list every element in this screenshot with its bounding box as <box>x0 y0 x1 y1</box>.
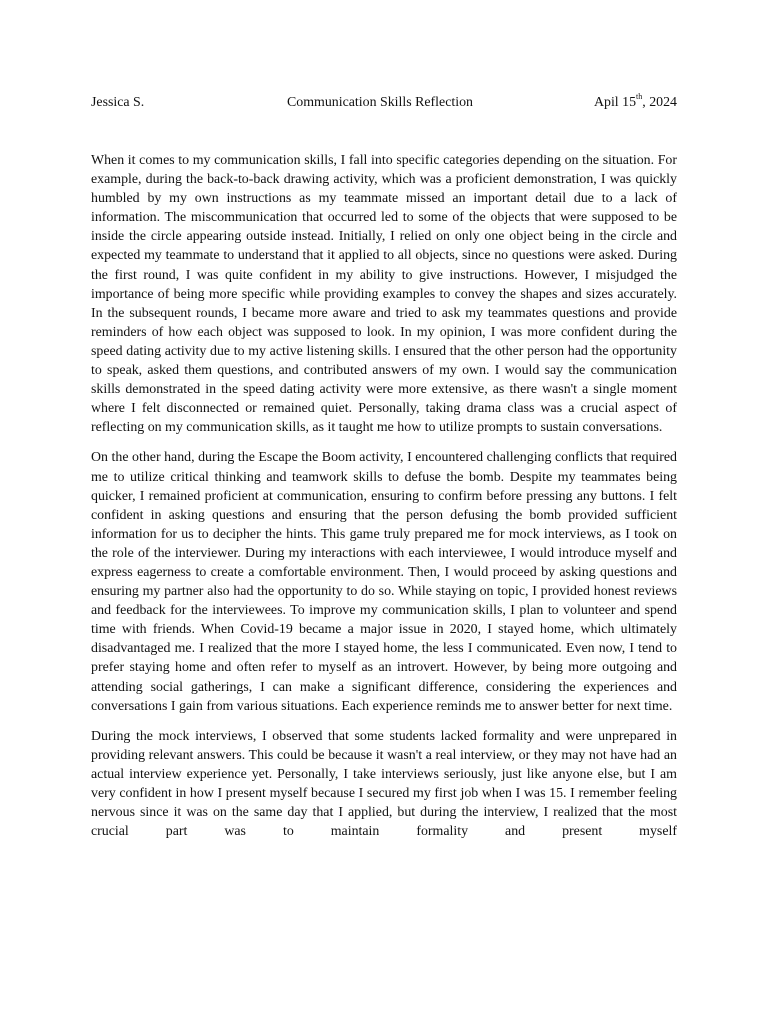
author-name: Jessica S. <box>91 95 145 110</box>
paragraph-1: When it comes to my communication skills, I fall into specific categories depending on the situation. For example, during the back-to-back drawing activity, which was a proficient demonstration, I was quickly humbled by my own instructions as my teammate missed an important detail due to a lack of information. The miscommunication that occurred led to some of the objects that were supposed to be inside the circle appearing outside instead. Initially, I relied on only one object being in the circle and expected my teammate to understand that it applied to all objects, since no questions were asked. During the first round, I was quite confident in my ability to give instructions. However, I misjudged the importance of being more specific while providing examples to convey the shapes and sizes accurately. In the subsequent rounds, I became more aware and tried to ask my teammates questions and provide reminders of how each object was supposed to look. In my opinion, I was more confident during the speed dating activity due to my active listening skills. I ensured that the other person had the opportunity to speak, asked them questions, and contributed answers of my own. I would say the communication skills demonstrated in the speed dating activity were more extensive, as there wasn't a single moment where I felt disconnected or remained quiet. Personally, taking drama class was a crucial aspect of reflecting on my communication skills, as it taught me how to utilize prompts to sustain conversations. <box>91 153 677 436</box>
paragraph-2: On the other hand, during the Escape the Boom activity, I encountered challenging conflicts that required me to utilize critical thinking and teamwork skills to defuse the bomb. Despite my teammates being quicker, I remained proficient at communication, ensuring to confirm before pressing any buttons. I felt confident in asking questions and ensuring that the person defusing the bomb provided sufficient information for us to decipher the hints. This game truly prepared me for mock interviews, as I took on the role of the interviewer. During my interactions with each interviewee, I would introduce myself and express eagerness to create a comfortable environment. Then, I would proceed by asking questions and ensuring my partner also had the opportunity to do so. While staying on topic, I provided honest reviews and feedback for the interviewees. To improve my communication skills, I plan to volunteer and spend time with friends. When Covid-19 became a major issue in 2020, I stayed home, which ultimately disadvantaged me. I realized that the more I stayed home, the less I communicated. Even now, I tend to prefer staying home and often refer to myself as an introvert. However, by being more outgoing and attending social gatherings, I can make a significant difference, considering the experiences and conversations I gain from various situations. Each experience reminds me to answer better for next time. <box>91 450 677 714</box>
date-ordinal-suffix: th <box>636 92 643 102</box>
date-month-day: Apil 15 <box>593 95 637 110</box>
paragraph-3: During the mock interviews, I observed that some students lacked formality and were unprepared in providing relevant answers. This could be because it wasn't a real interview, or they may not have had an actual interview experience yet. Personally, I take interviews seriously, just like anyone else, but I am very confident in how I present myself because I secured my first job when I was 15. I remember feeling nervous since it was on the same day that I applied, but during the interview, I realized that the most crucial part was to maintain formality and present myself <box>91 728 677 840</box>
document-header <box>91 94 677 112</box>
document-date <box>594 94 677 112</box>
date-year: , 2024 <box>642 95 677 110</box>
document-body <box>91 151 677 841</box>
document-title: Communication Skills Reflection <box>287 95 473 110</box>
